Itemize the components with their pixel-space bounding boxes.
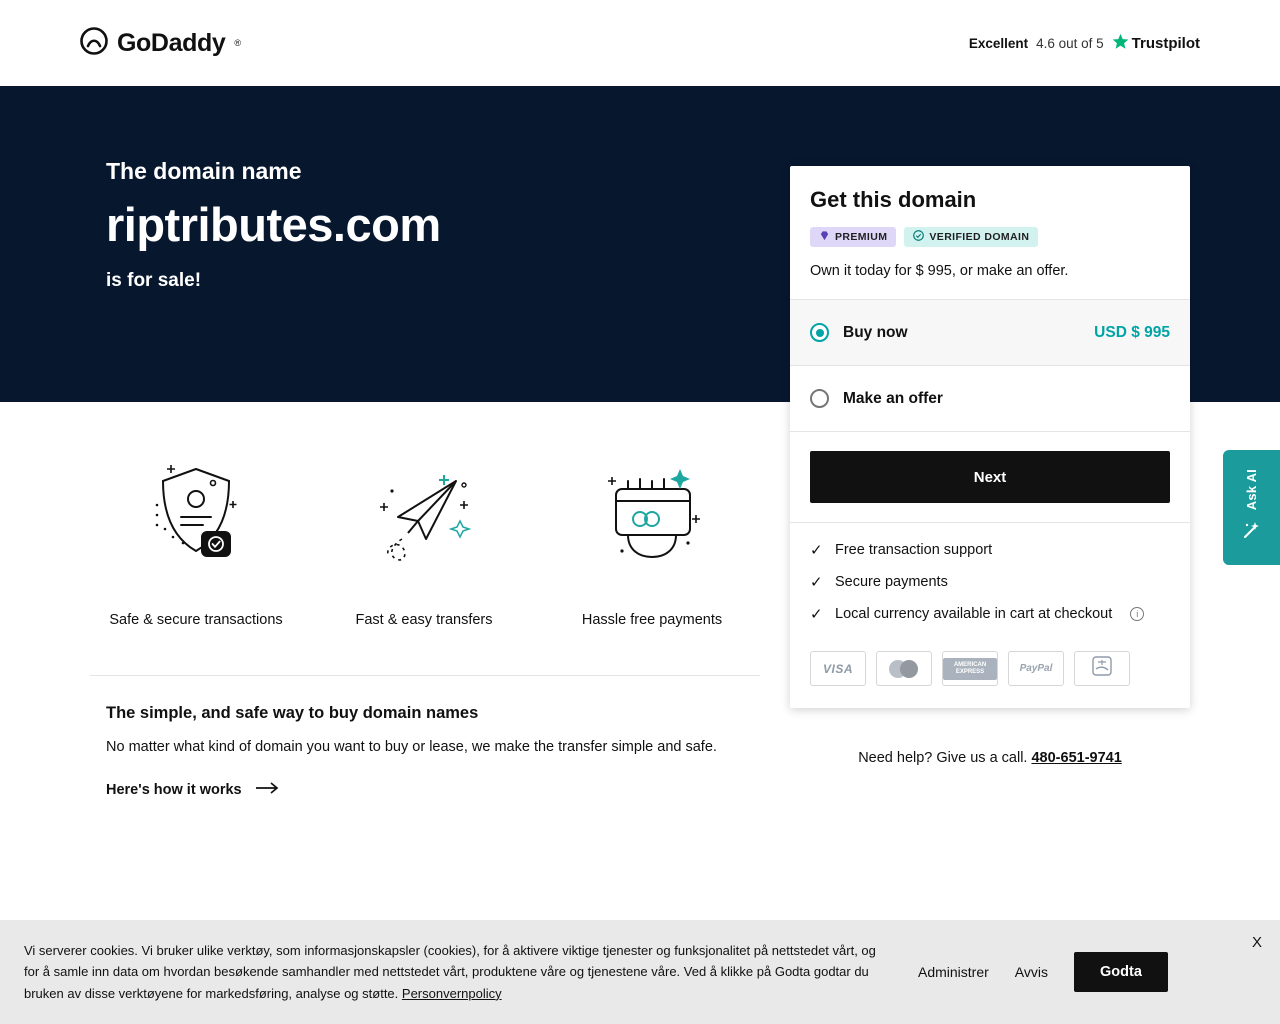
ask-ai-label: Ask AI (1244, 469, 1259, 511)
how-it-works-link[interactable] (106, 782, 280, 798)
perk-label: Free transaction support (835, 542, 993, 558)
info-icon[interactable]: i (1130, 607, 1144, 621)
check-icon: ✓ (810, 574, 823, 591)
perk-label: Secure payments (835, 574, 948, 590)
shield-check-icon (82, 450, 310, 580)
cookie-body: Vi serverer cookies. Vi bruker ulike verktøy, som informasjonskapsler (cookies), for å aktivere viktige tjenester og funksjonalitet på nettstedet vårt, og for å samle inn data om hvordan besøkende samhandler med nettstedet vårt, produktene våre og tjenestene våre. Ved å klikke på Godta godtar du bruken av disse verktøyene for markedsføring, analyse og støtte. (24, 942, 876, 1001)
cookie-manage-button[interactable]: Administrer (918, 964, 989, 980)
check-icon: ✓ (810, 542, 823, 559)
buy-now-option[interactable] (790, 300, 1190, 366)
hero-lead-text: The domain name (106, 158, 302, 184)
trustpilot-name: Trustpilot (1131, 34, 1200, 52)
payment-methods (790, 645, 1190, 708)
buy-now-label: Buy now (843, 323, 908, 341)
hero-forsale-text: is for sale! (106, 270, 202, 291)
ask-ai-tab[interactable] (1223, 450, 1280, 565)
card-title: Get this domain (810, 187, 977, 212)
feature-item (310, 450, 538, 628)
godaddy-mark-icon (80, 27, 108, 60)
next-button[interactable]: Next (810, 451, 1170, 503)
perk-item (810, 541, 1170, 559)
perk-item (810, 605, 1170, 623)
trustpilot-brand (1112, 33, 1200, 54)
hero-domain-name: riptributes.com (106, 198, 441, 251)
trustpilot-star-icon (1112, 33, 1129, 54)
credit-card-hand-icon (538, 450, 766, 580)
card-subtitle: Own it today for $ 995, or make an offer. (810, 263, 1069, 279)
feature-caption: Hassle free payments (581, 612, 723, 628)
payment-mastercard-icon (876, 651, 932, 686)
buy-now-radio[interactable] (810, 323, 829, 342)
perk-label: Local currency available in cart at checkout (835, 606, 1113, 622)
verified-badge-label: VERIFIED DOMAIN (929, 231, 1030, 243)
feature-caption: Safe & secure transactions (109, 612, 283, 628)
cookie-decline-button[interactable]: Avvis (1014, 964, 1048, 980)
alipay-glyph (1092, 656, 1112, 681)
payment-visa-icon (810, 651, 866, 686)
trustpilot-rating[interactable] (969, 33, 1200, 54)
privacy-policy-link[interactable]: Personvernpolicy (401, 985, 502, 1001)
trust-excellent-label: Excellent (968, 35, 1029, 51)
get-this-domain-card (790, 166, 1190, 708)
help-text: Need help? Give us a call. (858, 750, 1028, 766)
premium-badge-label: PREMIUM (835, 231, 888, 243)
payment-alipay-icon (1074, 651, 1130, 686)
trademark-symbol: ® (234, 38, 241, 48)
payment-amex-icon (942, 651, 998, 686)
godaddy-logo-text: GoDaddy (117, 28, 226, 57)
feature-item (538, 450, 766, 628)
godaddy-logo[interactable] (80, 27, 241, 60)
info-paragraph: No matter what kind of domain you want to buy or lease, we make the transfer simple and safe. (106, 739, 717, 755)
make-an-offer-label: Make an offer (843, 389, 943, 407)
paper-plane-icon (310, 450, 538, 580)
cookie-banner (0, 920, 1280, 1024)
sparkle-wand-icon (1241, 519, 1263, 546)
buy-now-price: USD $ 995 (1094, 323, 1170, 341)
feature-item (82, 450, 310, 628)
site-header (0, 0, 1280, 86)
next-button-container (790, 432, 1190, 523)
cookie-accept-button[interactable]: Godta (1074, 952, 1168, 992)
make-an-offer-option[interactable] (790, 366, 1190, 432)
perk-list (790, 523, 1190, 645)
how-it-works-label: Here's how it works (106, 782, 242, 798)
info-section (0, 676, 717, 799)
amex-label: AMERICAN EXPRESS (943, 658, 997, 680)
close-icon[interactable]: X (1251, 934, 1262, 951)
help-line (790, 750, 1190, 766)
payment-paypal-icon (1008, 651, 1064, 686)
make-an-offer-radio[interactable] (810, 389, 829, 408)
verified-badge (904, 227, 1038, 247)
card-header (790, 166, 1190, 300)
cookie-actions (918, 952, 1168, 992)
check-circle-icon (913, 230, 924, 244)
diamond-icon (819, 230, 830, 244)
premium-badge (810, 227, 896, 247)
feature-caption: Fast & easy transfers (355, 612, 493, 628)
perk-item (810, 573, 1170, 591)
info-heading: The simple, and safe way to buy domain names (106, 704, 479, 722)
help-phone-link[interactable]: 480-651-9741 (1031, 750, 1122, 766)
badge-group (810, 227, 1170, 247)
paypal-label: PayPal (1019, 663, 1053, 674)
visa-label: VISA (822, 661, 853, 676)
trust-score: 4.6 out of 5 (1036, 35, 1104, 51)
cookie-text (24, 940, 894, 1005)
arrow-right-icon (256, 782, 280, 798)
check-icon: ✓ (810, 606, 823, 623)
